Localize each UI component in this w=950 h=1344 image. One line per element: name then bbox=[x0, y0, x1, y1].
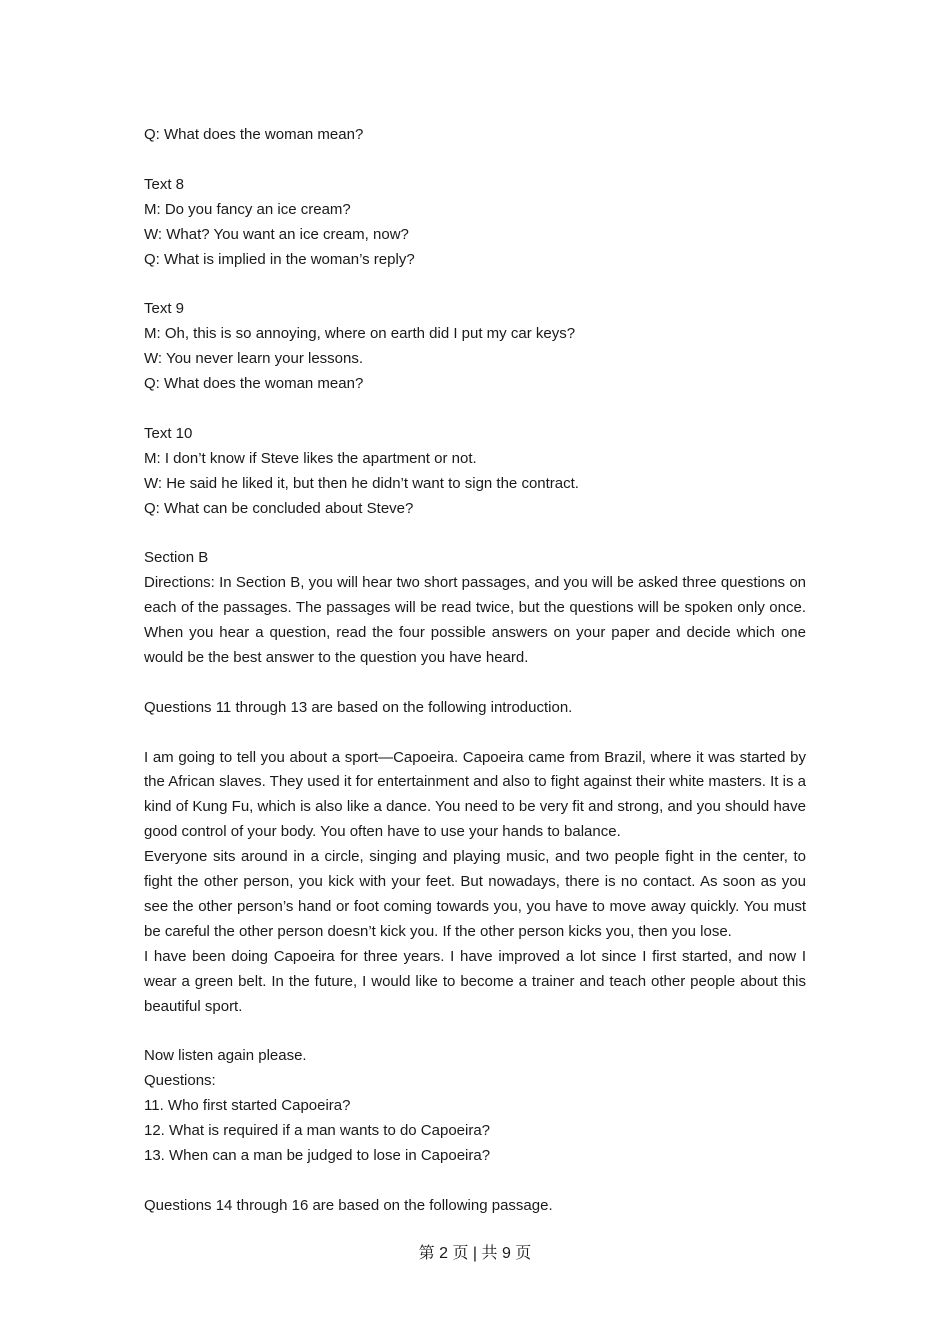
document-body bbox=[144, 123, 806, 1219]
dialogue-woman: W: He said he liked it, but then he didn’t want to sign the contract. bbox=[144, 474, 579, 492]
passage-intro: Questions 11 through 13 are based on the following introduction. bbox=[144, 698, 573, 716]
question-item: 13. When can a man be judged to lose in Capoeira? bbox=[144, 1147, 491, 1165]
spacer bbox=[144, 521, 806, 546]
section-heading: Section B bbox=[144, 549, 209, 567]
page-number: 第 2 页 | 共 9 页 bbox=[418, 1245, 532, 1262]
passage-paragraph: I have been doing Capoeira for three years. I have improved a lot since I first started, and now I wear a green belt. In the future, I would like to become a trainer and teach other people about this beautiful sport. bbox=[144, 947, 806, 1015]
text-heading: Text 10 bbox=[144, 424, 193, 442]
dialogue-woman: W: What? You want an ice cream, now? bbox=[144, 225, 409, 243]
spacer bbox=[144, 671, 806, 696]
spacer bbox=[144, 1169, 806, 1194]
dialogue-man: M: Oh, this is so annoying, where on earth did I put my car keys? bbox=[144, 325, 576, 343]
directions-paragraph: Directions: In Section B, you will hear two short passages, and you will be asked three questions on each of the passages. The passages will be read twice, but the questions will be spoken only once. When you hear a question, read the four possible answers on your paper and decide which one would be the best answer to the question you have heard. bbox=[144, 574, 806, 666]
spacer bbox=[144, 721, 806, 746]
text-heading: Text 8 bbox=[144, 175, 185, 193]
question-text: Q: What is implied in the woman’s reply? bbox=[144, 250, 415, 268]
spacer bbox=[144, 148, 806, 173]
spacer bbox=[144, 272, 806, 297]
question-item: 11. Who first started Capoeira? bbox=[144, 1097, 351, 1115]
spacer bbox=[144, 397, 806, 422]
listen-again-text: Now listen again please. bbox=[144, 1047, 307, 1065]
passage-intro: Questions 14 through 16 are based on the following passage. bbox=[144, 1196, 553, 1214]
question-text: Q: What does the woman mean? bbox=[144, 375, 364, 393]
page-footer bbox=[0, 1242, 950, 1266]
dialogue-man: M: I don’t know if Steve likes the apartment or not. bbox=[144, 449, 477, 467]
question-text: Q: What can be concluded about Steve? bbox=[144, 499, 414, 517]
passage-paragraph: Everyone sits around in a circle, singing and playing music, and two people fight in the center, to fight the other person, you kick with your feet. But nowadays, there is no contact. As soon as you see the other person’s hand or foot coming towards you, you have to move away quickly. You must be careful the other person doesn’t kick you. If the other person kicks you, then you lose. bbox=[144, 848, 806, 940]
question-text: Q: What does the woman mean? bbox=[144, 126, 364, 143]
questions-label: Questions: bbox=[144, 1072, 216, 1090]
spacer bbox=[144, 1020, 806, 1045]
question-item: 12. What is required if a man wants to do Capoeira? bbox=[144, 1122, 491, 1140]
passage-paragraph: I am going to tell you about a sport—Capoeira. Capoeira came from Brazil, where it was started by the African slaves. They used it for entertainment and also to fight against their white masters. It is a kind of Kung Fu, which is also like a dance. You need to be very fit and strong, and you should have good control of your body. You often have to use your hands to balance. bbox=[144, 748, 806, 841]
text-heading: Text 9 bbox=[144, 300, 185, 318]
dialogue-man: M: Do you fancy an ice cream? bbox=[144, 200, 351, 218]
dialogue-woman: W: You never learn your lessons. bbox=[144, 350, 364, 368]
